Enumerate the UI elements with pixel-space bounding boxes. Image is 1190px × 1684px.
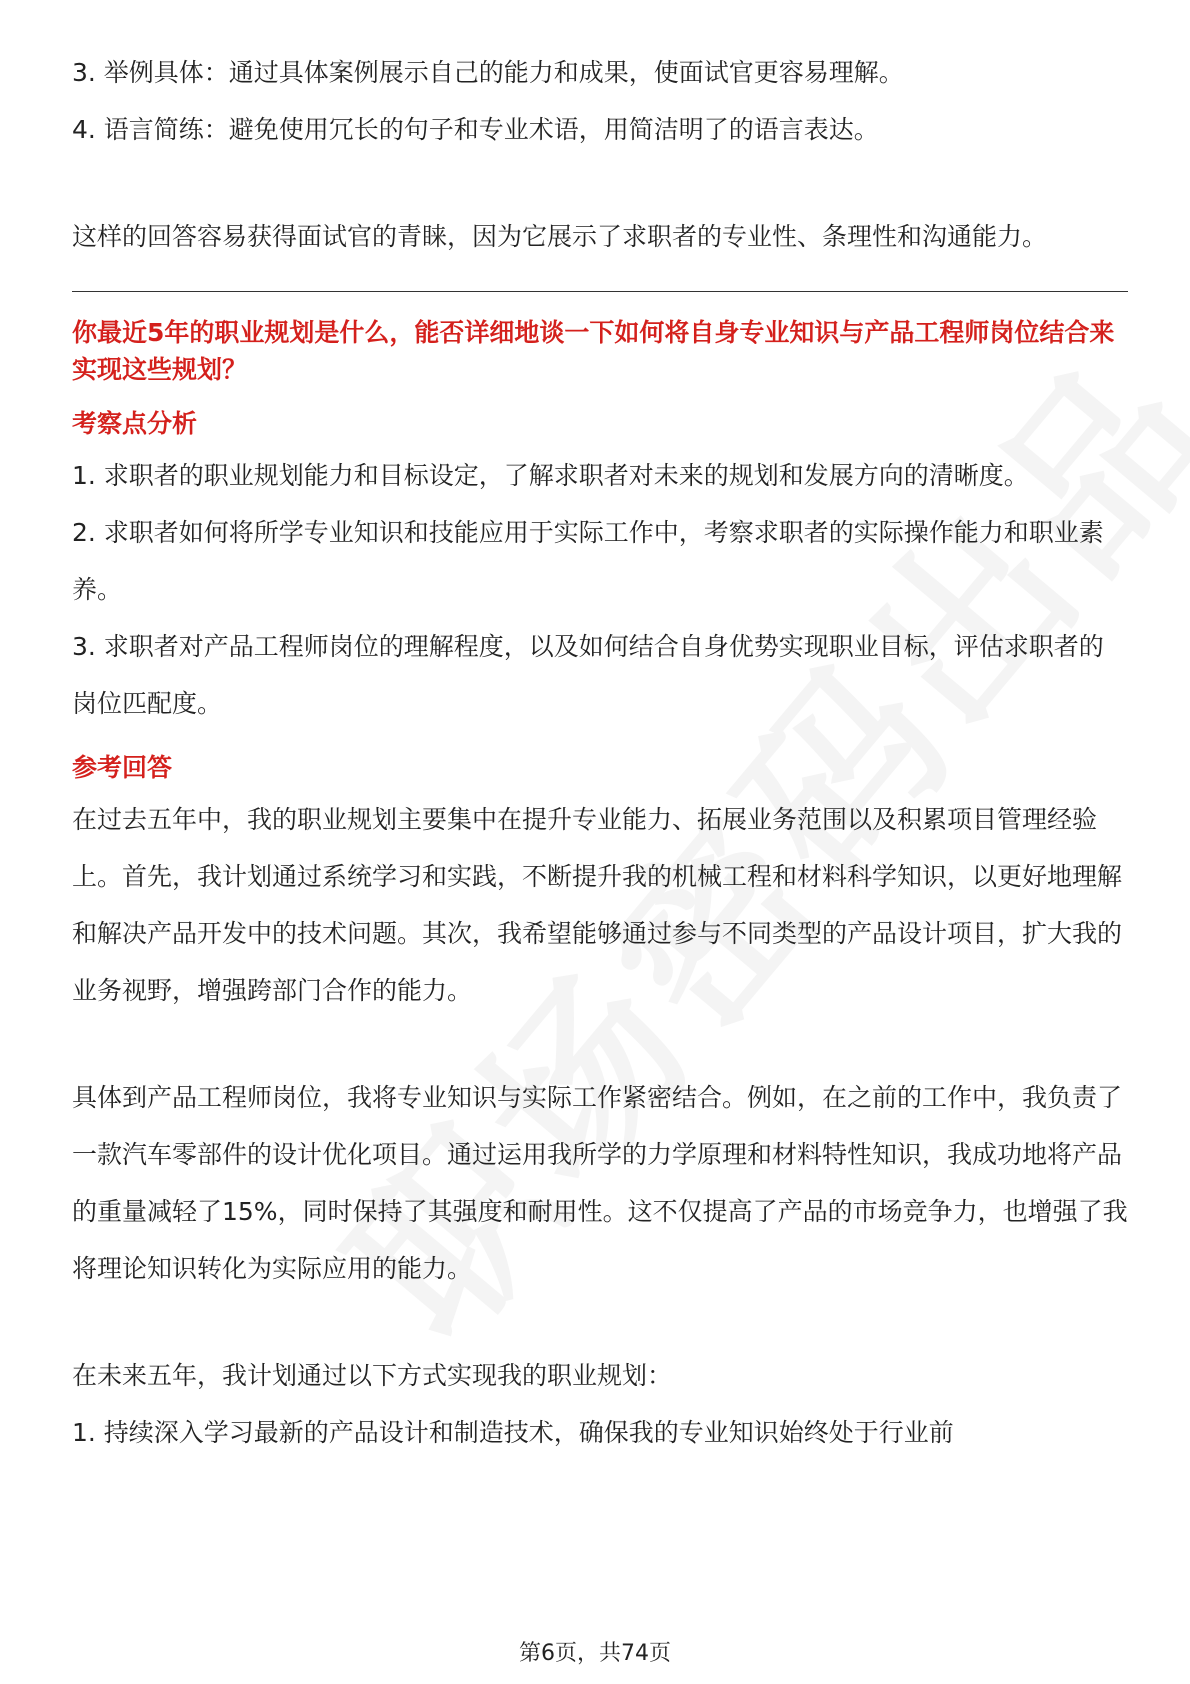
analysis-item: 1. 求职者的职业规划能力和目标设定，了解求职者对未来的规划和发展方向的清晰度。 [72, 461, 1029, 490]
intro-list-item: 4. 语言简练：避免使用冗长的句子和专业术语，用简洁明了的语言表达。 [72, 115, 879, 144]
page-footer: 第6页，共74页 [519, 1641, 671, 1666]
answer-paragraph: 在未来五年，我计划通过以下方式实现我的职业规划： [72, 1361, 673, 1390]
answer-paragraph: 在过去五年中，我的职业规划主要集中在提升专业能力、拓展业务范围以及积累项目管理经验上。首先，我计划通过系统学习和实践，不断提升我的机械工程和材料科学知识，以更好地理解和解决产品开发中的技术问题。其次，我希望能够通过参与不同类型的产品设计项目，扩大我的业务视野，增强跨部门合作的能力。 [72, 805, 1123, 1005]
answer-heading: 参考回答 [72, 753, 173, 782]
question-title: 你最近5年的职业规划是什么，能否详细地谈一下如何将自身专业知识与产品工程师岗位结合来实现这些规划？ [72, 318, 1115, 384]
analysis-item: 3. 求职者对产品工程师岗位的理解程度，以及如何结合自身优势实现职业目标，评估求职者的岗位匹配度。 [72, 632, 1104, 718]
section-divider [72, 291, 1128, 292]
analysis-heading: 考察点分析 [72, 409, 198, 438]
intro-list-item: 3. 举例具体：通过具体案例展示自己的能力和成果，使面试官更容易理解。 [72, 58, 904, 87]
answer-paragraph: 具体到产品工程师岗位，我将专业知识与实际工作紧密结合。例如，在之前的工作中，我负责了一款汽车零部件的设计优化项目。通过运用我所学的力学原理和材料特性知识，我成功地将产品的重量减轻了15%，同时保持了其强度和耐用性。这不仅提高了产品的市场竞争力，也增强了我将理论知识转化为实际应用的能力。 [72, 1083, 1128, 1283]
page-content [72, 44, 1128, 1461]
answer-list-item: 1. 持续深入学习最新的产品设计和制造技术，确保我的专业知识始终处于行业前 [72, 1418, 954, 1447]
intro-summary: 这样的回答容易获得面试官的青睐，因为它展示了求职者的专业性、条理性和沟通能力。 [72, 222, 1048, 251]
analysis-item: 2. 求职者如何将所学专业知识和技能应用于实际工作中，考察求职者的实际操作能力和职业素养。 [72, 518, 1104, 604]
